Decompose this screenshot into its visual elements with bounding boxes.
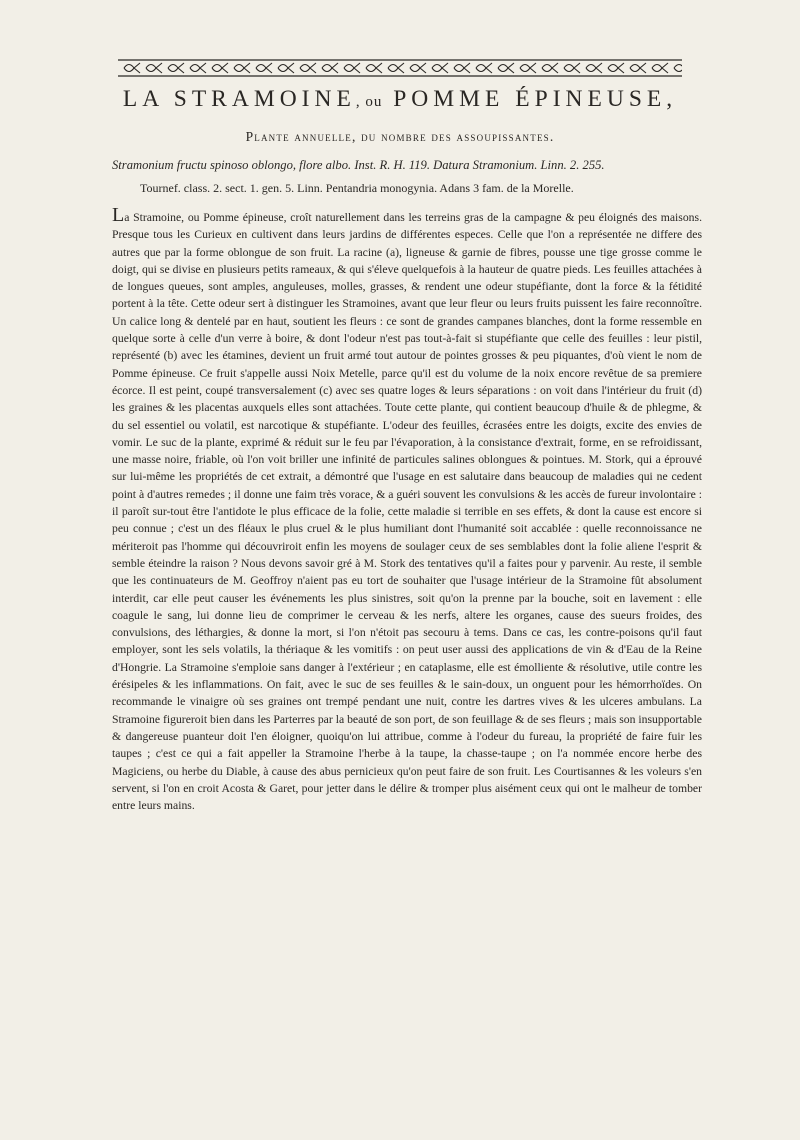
ornament-motif: [476, 63, 492, 73]
plant-subtitle: Plante annuelle, du nombre des assoupissantes.: [245, 129, 555, 144]
ornament-motif: [586, 63, 602, 73]
ornament-motif: [542, 63, 558, 73]
ornament-motif: [410, 63, 426, 73]
ornament-motif: [366, 63, 382, 73]
ornament-motif: [146, 63, 162, 73]
ornament-motif: [300, 63, 316, 73]
ornament-motif: [454, 63, 470, 73]
ornament-motif: [674, 63, 682, 73]
body-paragraph: a Stramoine, ou Pomme épineuse, croît naturellement dans les terreins gras de la campagne & peu éloignés des maisons. Presque tous les Curieux en cultivent dans leurs jardins de différentes especes. Celle que l'on a représentée ne differe des autres que par la forme oblongue de son fruit. La racine (a), ligneuse & garnie de fibres, pousse une tige grosse comme le doigt, qui se divise en plusieurs petits rameaux, & qui s'éleve quelquefois à la hauteur de quatre pieds. Les feuilles attachées à de longues queues, sont amples, anguleuses, molles, grasses, & rendent une odeur stupéfiante, dont la force & la fétidité portent à la tête. Cette odeur sert à distinguer les Stramoines, avant que leur fleur ou leurs fruits puissent les faire reconnoître. Un calice long & dentelé par en haut, soutient les fleurs : ce sont de grandes campanes blanches, dont la forme ressemble en quelque sorte à celle d'un verre à boire, & dont l'odeur n'est pas tout-à-fait si stupéfiante que celle des feuilles : leur pistil, représenté (b) avec les étamines, devient un fruit armé tout autour de pointes grosses & peu piquantes, d'où vient le nom de Pomme épineuse. Ce fruit s'appelle aussi Noix Metelle, parce qu'il est du volume de la noix encore revêtue de sa premiere écorce. Il est peint, coupé transversalement (c) avec ses quatre loges & leurs séparations : on voit dans l'intérieur du fruit (d) les graines & les placentas auxquels elles sont attachées. Toute cette plante, qui contient beaucoup d'huile & de phlegme, & du sel essentiel ou volatil, est narcotique & stupéfiante. L'odeur des feuilles, écrasées entre les doigts, excite des envies de vomir. Le suc de la plante, exprimé & réduit sur le feu par l'évaporation, à la consistance d'extrait, forme, en se refroidissant, une masse noire, friable, où l'on voit briller une infinité de particules salines oblongues & pointues. M. Stork, qui a éprouvé sur lui-même les propriétés de cet extrait, a démontré que l'usage en est salutaire dans beaucoup de maladies qui ne cedent point à d'autres remedes ; il donne une faim très vorace, & a guéri souvent les convulsions & les accès de fureur involontaire : il paroît sur-tout être l'antidote le plus efficace de la folie, cette maladie si terrible en ses effets, & dont la cause est encore si peu connue ; c'est un des fléaux le plus cruel & le plus humiliant dont l'humanité soit accablée : quelle reconnoissance ne mériteroit pas l'homme qui découvriroit enfin les moyens de soulager ceux de ses semblables dont la folie aliene l'esprit & semble éteindre la raison ? Nous devons savoir gré à M. Stork des tentatives qu'il a faites pour y parvenir. Au reste, il semble que les continuateurs de M. Geoffroy n'aient pas eu tort de souhaiter que l'usage intérieur de la Stramoine fût absolument interdit, car elle peut causer les événements les plus sinistres, soit qu'on la prenne par la bouche, soit en lavement : elle coagule le sang, lui donne lieu de comprimer le cerveau & les nerfs, altere les organes, cause des sueurs froides, des convulsions, des léthargies, & donne la mort, si l'on n'étoit pas secouru à tems. Dans ce cas, les contre-poisons qu'il faut employer, sont les sels volatils, la thériaque & les vomitifs : on peut user aussi des applications de vin & d'Eau de la Reine d'Hongrie. La Stramoine s'emploie sans danger à l'extérieur ; en cataplasme, elle est émolliente & résolutive, utile contre les érésipeles & les inflammations. On fait, avec le suc de ses feuilles & le sain-doux, un onguent pour les hémorrhoïdes. On recommande le vinaigre où ses graines ont trempé pendant une nuit, contre les dartres vives & les ulceres ambulans. La Stramoine figureroit bien dans les Parterres par la beauté de son port, de son feuillage & de ses fleurs ; mais son insupportable & dangereuse puanteur doit l'en éloigner, quoiqu'on lui attribue, comme à l'odeur du fureau, la propriété de faire fuir les taupes ; c'est ce qui a fait appeller la Stramoine l'herbe à la taupe, la chasse-taupe ; on l'a nommée encore herbe des Magiciens, ou herbe du Diable, à cause des abus pernicieux qu'on peut faire de son fruit. Les Courtisannes & les voleurs s'en servent, si l'on en croit Acosta & Garet, pour jetter dans le délire & tromper plus aisément ceux qui ont le malheur de tomber entre leurs mains.: [112, 211, 702, 813]
ornament-motif: [498, 63, 514, 73]
ornament-motif: [256, 63, 272, 73]
title-main: LA STRAMOINE: [122, 86, 356, 112]
ornament-motif: [652, 63, 668, 73]
synonymy-line-1: Stramonium fructu spinoso oblongo, flore albo. Inst. R. H. 119. Datura Stramonium. Linn. 2. 255.: [112, 158, 605, 172]
ornament-motif: [234, 63, 250, 73]
ornament-motif: [322, 63, 338, 73]
page-title: [0, 86, 800, 113]
ornamental-header-band: [118, 58, 682, 78]
initial-letter: L: [112, 204, 125, 226]
ornament-motif: [608, 63, 624, 73]
ornament-motif: [124, 63, 140, 73]
title-alt: POMME ÉPINEUSE,: [393, 86, 678, 112]
synonymy-line-2: Tournef. class. 2. sect. 1. gen. 5. Linn. Pentandria monogynia. Adans 3 fam. de la Morelle.: [140, 181, 574, 195]
ornament-motif: [432, 63, 448, 73]
ornament-motif: [168, 63, 184, 73]
ornament-motif: [278, 63, 294, 73]
ornament-motif: [630, 63, 646, 73]
ornament-motif: [212, 63, 228, 73]
ornament-motif: [344, 63, 360, 73]
ornament-motif: [190, 63, 206, 73]
ornament-motif: [388, 63, 404, 73]
body-text: [112, 204, 702, 814]
title-separator: , ou: [355, 94, 383, 110]
ornament-motif: [564, 63, 580, 73]
ornament-motif: [520, 63, 536, 73]
